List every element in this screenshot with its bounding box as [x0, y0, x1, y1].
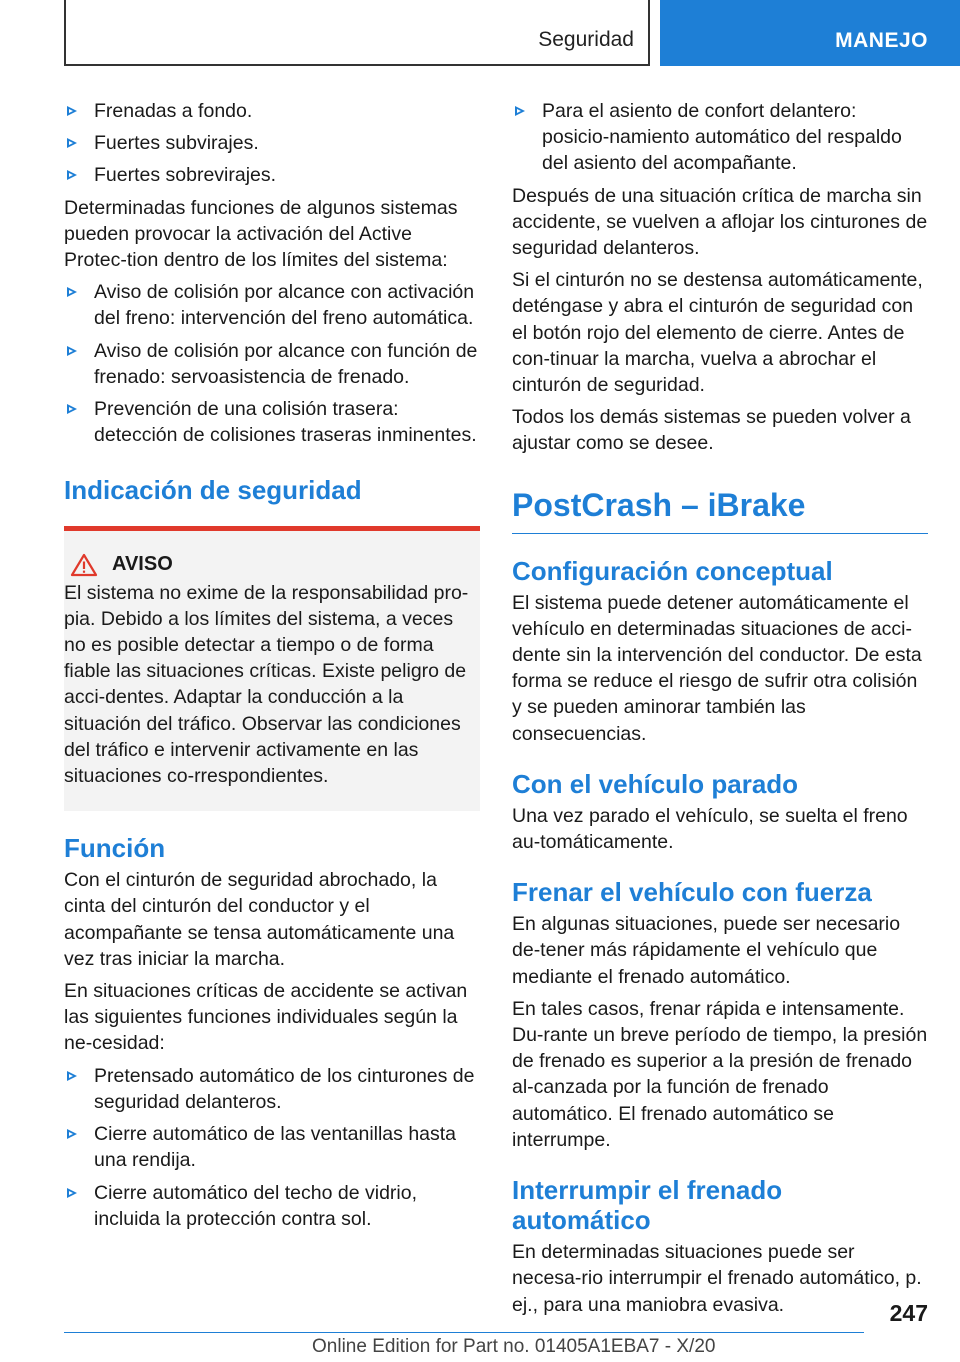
footer-divider [64, 1332, 864, 1333]
function-heading: Función [64, 833, 166, 864]
postcrash-heading: PostCrash – iBrake [512, 485, 928, 534]
parked-heading: Con el vehículo parado [512, 768, 799, 799]
brake-paragraph: En tales casos, frenar rápida e intensamente. Du-rante un breve período de tiempo, la presión de frenado es superior a la presión de frenado al-canzada por la función de frenado automático. El frenado automático se interrumpe. [512, 997, 928, 1151]
header-chapter-label: MANEJO [835, 29, 928, 52]
list-item: Para el asiento de confort delantero: posicio-namiento automático del respaldo del asiento del acompañante. [512, 98, 928, 177]
list-item: Fuertes sobrevirajes. [64, 162, 480, 188]
function-paragraph: En situaciones críticas de accidente se activan las siguientes funciones individuales según la ne-cesidad: [64, 980, 468, 1055]
list-item: Pretensado automático de los cinturones de seguridad delanteros. [64, 1063, 480, 1115]
page-number: 247 [889, 1300, 928, 1326]
list-item: Cierre automático del techo de vidrio, incluida la protección contra sol. [64, 1180, 480, 1232]
warning-triangle-icon [70, 553, 98, 577]
list-item: Cierre automático de las ventanillas hasta una rendija. [64, 1121, 480, 1173]
header-chapter-tab[interactable] [660, 0, 960, 66]
warning-title: AVISO [112, 553, 173, 576]
right-column [512, 98, 928, 1324]
body-paragraph: Todos los demás sistemas se pueden volver a ajustar como se desee. [512, 406, 911, 455]
parked-paragraph: Una vez parado el vehículo, se suelta el freno au-tomáticamente. [512, 804, 908, 854]
left-column [64, 98, 480, 1238]
brake-paragraph: En algunas situaciones, puede ser necesario de-tener más rápidamente el vehículo que mediante el frenado automático. [512, 913, 901, 988]
interrupt-heading: Interrumpir el frenado automático [512, 1175, 783, 1236]
body-paragraph: Después de una situación crítica de marcha sin accidente, se vuelven a aflojar los cinturones de seguridad delanteros. [512, 184, 928, 260]
list-item: Frenadas a fondo. [64, 98, 480, 124]
intro-paragraph: Determinadas funciones de algunos sistemas pueden provocar la activación del Active Protec-tion dentro de los límites del sistema: [64, 196, 458, 272]
list-item: Aviso de colisión por alcance con activación del freno: intervención del freno automática. [64, 279, 480, 331]
concept-heading: Configuración conceptual [512, 555, 833, 586]
warning-text: El sistema no exime de la responsabilidad pro-pia. Debido a los límites del sistema, a veces no es posible detectar a tiempo o de forma fiable las situaciones críticas. Existe peligro de acci-dentes. Adaptar la conducción a la situación del tráfico. Observar las condiciones del tráfico e intervenir activamente en las situaciones co-rrespondientes. [64, 581, 469, 788]
header-frame [64, 0, 650, 66]
footer-edition: Online Edition for Part no. 01405A1EBA7 - X/20 [312, 1336, 716, 1357]
function-paragraph: Con el cinturón de seguridad abrochado, la cinta del cinturón del conductor y el acompañante se tensa automáticamente una vez tras iniciar la marcha. [64, 869, 455, 970]
safety-heading: Indicación de seguridad [64, 475, 362, 506]
list-item: Prevención de una colisión trasera: detección de colisiones traseras inminentes. [64, 396, 480, 448]
list-item: Aviso de colisión por alcance con función de frenado: servoasistencia de frenado. [64, 338, 480, 390]
warning-box [64, 526, 480, 811]
body-paragraph: Si el cinturón no se destensa automáticamente, deténgase y abra el cinturón de seguridad con el botón rojo del elemento de cierre. Antes de con-tinuar la marcha, vuelva a abrochar el cinturón de seguridad. [512, 269, 923, 397]
header-section-title: Seguridad [538, 28, 634, 51]
warning-header [70, 551, 476, 577]
concept-paragraph: El sistema puede detener automáticamente el vehículo en determinadas situaciones de acci-dente sin la intervención del conductor. De esta forma se reduce el riesgo de sufrir otra colisión y se pueden aminorar también las consecuencias. [512, 591, 922, 745]
list-item: Fuertes subvirajes. [64, 130, 480, 156]
interrupt-paragraph: En determinadas situaciones puede ser necesa-rio interrumpir el frenado automático, p. ej., para una maniobra evasiva. [512, 1241, 922, 1316]
brake-heading: Frenar el vehículo con fuerza [512, 877, 872, 908]
